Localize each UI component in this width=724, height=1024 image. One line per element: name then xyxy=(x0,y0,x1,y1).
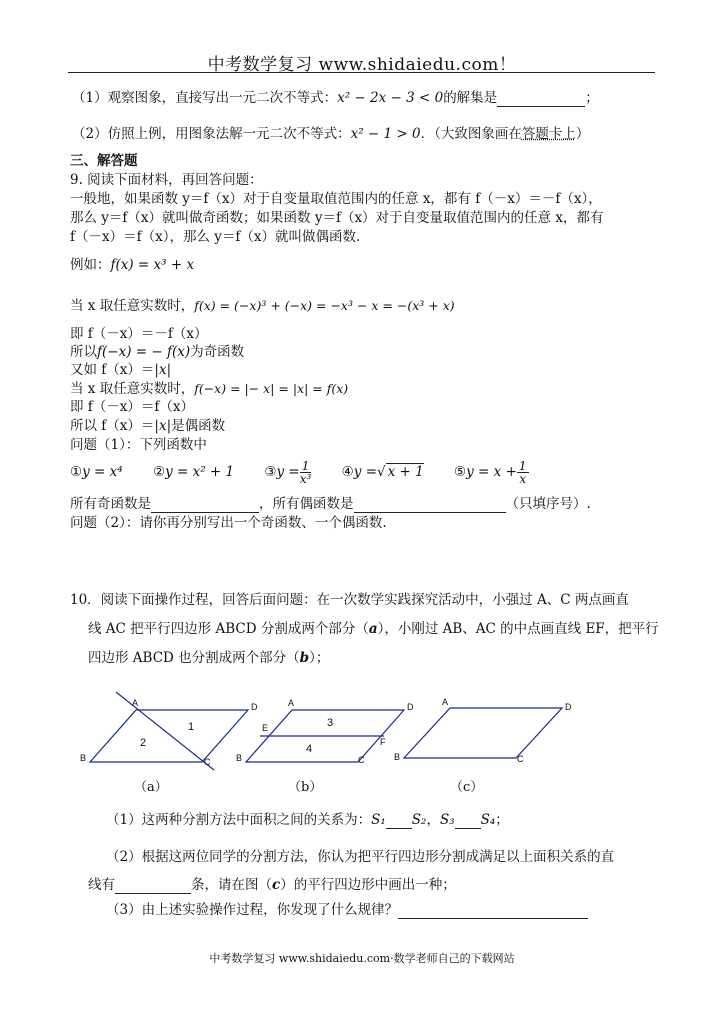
fig-b-label-c: C xyxy=(358,755,365,765)
prev-q1-end: ； xyxy=(585,90,599,106)
s1-symbol: S₁ xyxy=(371,812,386,828)
q9-line-8-math: f(−x) = − f(x) xyxy=(97,344,191,360)
q9-line-6-math: f(x) = (−x)³ + (−x) = −x³ − x = −(x³ + x) xyxy=(194,298,455,313)
q9-answer-line xyxy=(70,496,591,513)
prev-q2-math: x² − 1 > 0 xyxy=(350,126,421,142)
fig-b-label-b: B xyxy=(236,753,243,763)
fig-c-label-d: D xyxy=(565,702,572,712)
prev-q-part2 xyxy=(72,126,589,143)
q10-sub-3: （3）由上述实验操作过程，你发现了什么规律？ xyxy=(106,902,588,919)
q10-line-3: 四边形 ABCD 也分割成两个部分（b）； xyxy=(88,650,330,666)
q9-line-8-text: 所以 xyxy=(70,344,97,360)
q9-line-8 xyxy=(70,344,244,361)
prev-q2-end: ） xyxy=(575,126,590,142)
q9-line-10-text: 当 x 取任意实数时， xyxy=(70,381,195,397)
q9-option-4: ④y =√ x + 1 xyxy=(341,464,424,480)
q10-sub-2-line-2: 线有 条，请在图（c）的平行四边形中画出一种； xyxy=(88,877,456,893)
fig-a-region-2: 2 xyxy=(140,737,147,749)
section-heading: 三、解答题 xyxy=(70,153,138,169)
caption-c: （c） xyxy=(450,780,484,795)
s2-symbol: S₂ xyxy=(411,812,427,828)
prev-q-part1 xyxy=(72,90,599,107)
fig-a-label-d: D xyxy=(251,702,258,712)
prev-q1-math: x² − 2x − 3 < 0 xyxy=(337,90,444,106)
odd-functions-blank[interactable] xyxy=(151,498,259,513)
s3-symbol: S₃ xyxy=(439,812,455,828)
fig-c-label-a: A xyxy=(442,697,449,707)
fig-a-region-1: 1 xyxy=(188,721,195,733)
header-divider xyxy=(68,72,655,73)
q9-line-6-text: 当 x 取任意实数时， xyxy=(70,298,195,314)
figure-a xyxy=(90,692,248,770)
prev-q2-text: （2）仿照上例，用图象法解一元二次不等式： xyxy=(72,126,351,142)
fig-b-region-4: 4 xyxy=(306,743,313,755)
s3-s4-blank[interactable] xyxy=(455,814,481,829)
page-footer: 中考数学复习 www.shidaiedu.com·数学老师自己的下载网站 xyxy=(209,952,515,965)
line-count-blank[interactable] xyxy=(115,879,191,894)
fig-b-label-d: D xyxy=(407,702,414,712)
prev-q1-text-post: 的解集是 xyxy=(443,90,498,106)
q9-option-5: ⑤y = x + $\frac{1}{x}$ xyxy=(454,459,527,486)
q9-line-10 xyxy=(70,380,348,398)
q9-question-2: 问题（2）：请你再分别写出一个奇函数、一个偶函数. xyxy=(70,515,387,531)
fig-b-label-f: F xyxy=(380,737,386,747)
prev-q2-emphasis: 答题卡上 xyxy=(521,126,576,142)
fill-hint: （只填序号）. xyxy=(505,496,591,512)
q9-line-7: 即 f（－x）＝－f（x） xyxy=(70,326,208,342)
even-functions-blank[interactable] xyxy=(354,498,506,513)
fig-a-label-c: C xyxy=(204,757,211,767)
q9-option-1: ①y = x⁴ xyxy=(70,464,123,480)
fig-c-label-c: C xyxy=(517,754,524,764)
caption-b: （b） xyxy=(288,780,323,795)
fig-c-label-b: B xyxy=(394,752,401,762)
q9-line-12-post: 是偶函数 xyxy=(171,418,226,434)
fig-b-label-e: E xyxy=(262,723,269,733)
s4-symbol: S₄ xyxy=(480,812,496,828)
q9-example-label: 例如： xyxy=(70,257,111,273)
even-functions-label: ，所有偶函数是 xyxy=(259,496,354,512)
q9-line-12-text: 所以 f（x）＝ xyxy=(70,418,155,434)
q10-line-2: 线 AC 把平行四边形 ABCD 分割成两个部分（a），小刚过 AB、AC 的中点画直线 EF，把平行 xyxy=(88,621,659,637)
q10-line-1: 10．阅读下面操作过程，回答后面问题：在一次数学实践探究活动中，小强过 A、C 两点画直 xyxy=(70,592,629,608)
fig-b-region-3: 3 xyxy=(327,717,334,729)
q9-line-9 xyxy=(70,362,171,379)
figure-c[interactable] xyxy=(404,708,562,758)
q9-example xyxy=(70,257,194,274)
q9-options xyxy=(70,460,555,485)
q9-option-2: ②y = x² + 1 xyxy=(152,464,235,480)
figure-b xyxy=(246,710,404,762)
q9-line-11: 即 f（－x）＝f（x） xyxy=(70,399,195,415)
fig-b-label-a: A xyxy=(288,698,295,708)
q9-line-12 xyxy=(70,418,225,435)
answer-blank[interactable] xyxy=(497,92,585,107)
prev-q1-text: （1）观察图象，直接写出一元二次不等式： xyxy=(72,90,338,106)
s1-s2-blank[interactable] xyxy=(386,814,412,829)
q9-line-6 xyxy=(70,297,455,315)
q9-line-9-math: |x| xyxy=(154,362,172,378)
q9-line-3: 那么 y＝f（x）就叫做奇函数；如果函数 y＝f（x）对于自变量取值范围内的任意 x，都有 xyxy=(70,210,604,226)
q9-line-10-math: f(−x) = |− x| = |x| = f(x) xyxy=(194,381,349,396)
caption-a: （a） xyxy=(134,780,168,795)
q9-line-9-text: 又如 f（x）＝ xyxy=(70,362,155,378)
q9-line-1: 9. 阅读下面材料，再回答问题： xyxy=(70,172,263,188)
page-header-title: 中考数学复习 www.shidaiedu.com！ xyxy=(207,55,517,75)
q9-line-2: 一般地，如果函数 y＝f（x）对于自变量取值范围内的任意 x，都有 f（－x）＝－f（x）， xyxy=(70,191,602,207)
q9-option-3: ③y = $\frac{1}{\text{x³}}$ xyxy=(264,459,312,486)
q9-line-8-post: 为奇函数 xyxy=(190,344,245,360)
rule-answer-blank[interactable] xyxy=(398,904,588,919)
fig-a-label-b: B xyxy=(80,753,87,763)
q9-line-4: f（－x）＝f（x），那么 y＝f（x）就叫做偶函数. xyxy=(70,229,361,245)
prev-q2-text-post: ．（大致图象画在 xyxy=(420,126,522,142)
q10-sub-2-line-1: （2）根据这两位同学的分割方法，你认为把平行四边形分割成满足以上面积关系的直 xyxy=(106,849,615,865)
q9-line-12-math: |x| xyxy=(154,418,172,434)
q9-question-1: 问题（1）：下列函数中 xyxy=(70,437,207,453)
fig-a-label-a: A xyxy=(132,698,139,708)
parallelogram-figures xyxy=(70,690,590,776)
odd-functions-label: 所有奇函数是 xyxy=(70,496,151,512)
q10-sub-1: （1）这两种分割方法中面积之间的关系为：S₁ S₂，S₃ S₄； xyxy=(106,812,509,828)
q9-example-math: f(x) = x³ + x xyxy=(110,257,195,273)
